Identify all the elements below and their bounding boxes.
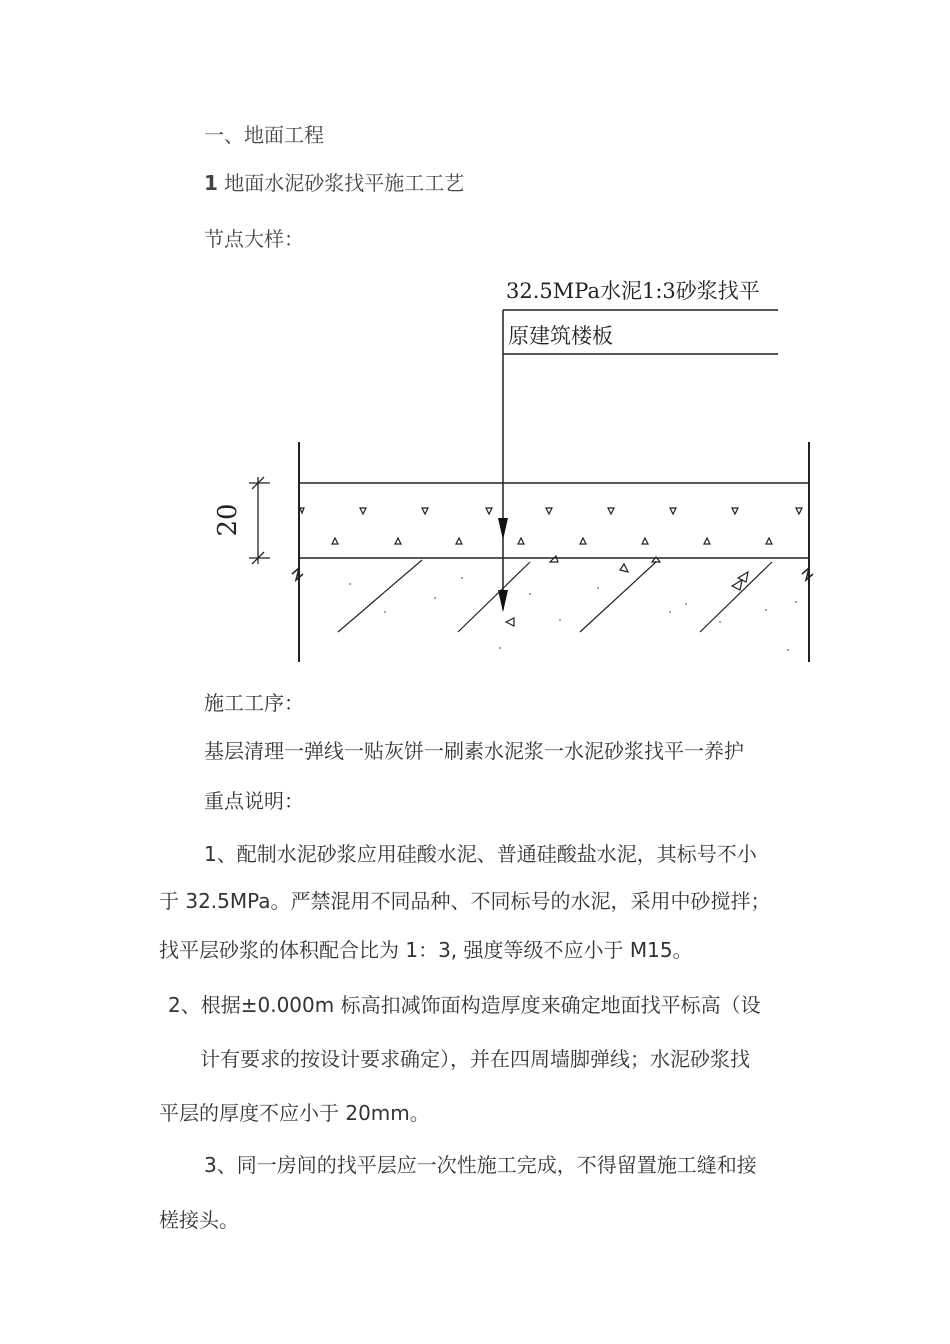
point1-line3: 找平层砂浆的体积配合比为 1：3, 强度等级不应小于 M15。 bbox=[159, 938, 693, 962]
dimension-label: 20 bbox=[213, 503, 243, 537]
key-points-label: 重点说明： bbox=[204, 789, 304, 813]
diagram-label-top: 32.5MPa水泥1:3砂浆找平 bbox=[506, 279, 760, 303]
floor-screed-node-diagram bbox=[200, 272, 825, 662]
procedure-label: 施工工序： bbox=[204, 691, 304, 715]
point3-line2: 槎接头。 bbox=[159, 1208, 239, 1232]
subsection-text: 地面水泥砂浆找平施工工艺 bbox=[224, 171, 465, 195]
point2-line2: 计有要求的按设计要求确定），并在四周墙脚弹线；水泥砂浆找 bbox=[200, 1047, 750, 1071]
node-detail-label: 节点大样： bbox=[204, 227, 304, 251]
procedure-steps: 基层清理一弹线一贴灰饼一刷素水泥浆一水泥砂浆找平一养护 bbox=[204, 739, 744, 763]
section-title: 一、地面工程 bbox=[204, 123, 324, 147]
subsection-title bbox=[204, 169, 464, 197]
point3-line1: 3、同一房间的找平层应一次性施工完成，不得留置施工缝和接 bbox=[204, 1153, 757, 1177]
point1-line2: 于 32.5MPa。严禁混用不同品种、不同标号的水泥，采用中砂搅拌； bbox=[159, 889, 771, 913]
point2-line3: 平层的厚度不应小于 20mm。 bbox=[159, 1101, 430, 1125]
diagram-label-bottom: 原建筑楼板 bbox=[508, 324, 613, 348]
point2-line1: 2、根据±0.000m 标高扣减饰面构造厚度来确定地面找平标高（设 bbox=[168, 993, 761, 1017]
subsection-number: 1 bbox=[204, 171, 218, 195]
point1-line1: 1、配制水泥砂浆应用硅酸水泥、普通硅酸盐水泥，其标号不小 bbox=[204, 842, 757, 866]
